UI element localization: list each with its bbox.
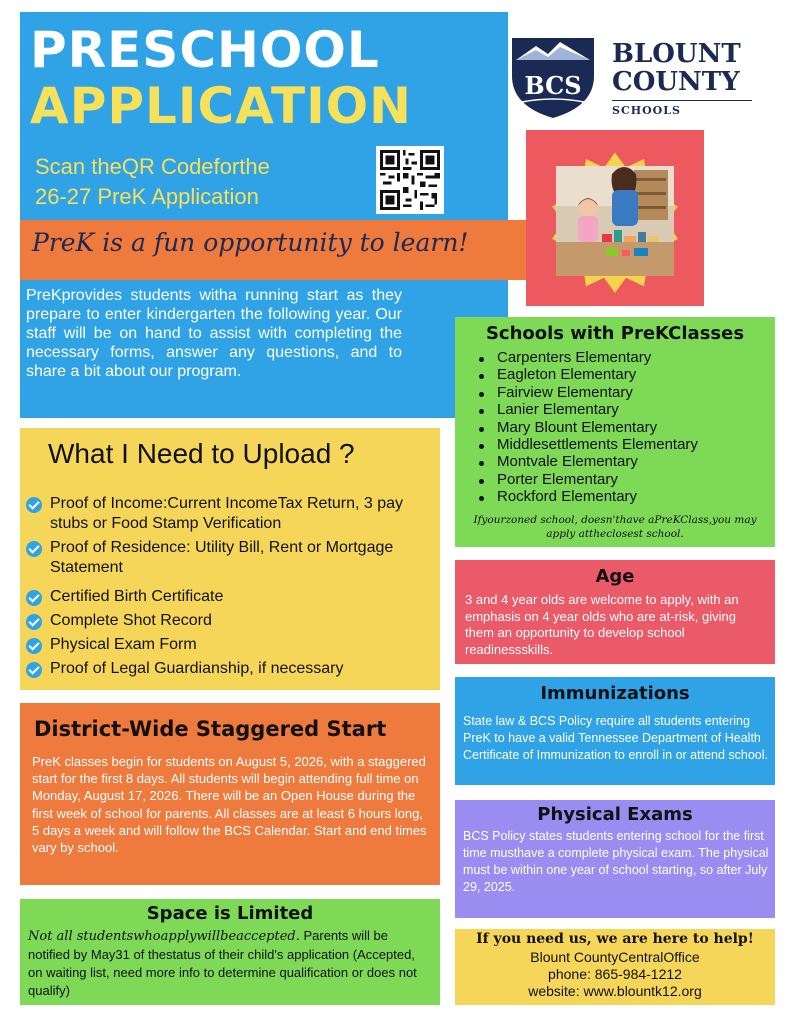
title-line-2: APPLICATION	[30, 77, 413, 135]
schools-title: Schools with PreKClasses	[485, 323, 745, 344]
upload-item: Complete Shot Record	[26, 611, 436, 631]
title-line-1: PRESCHOOL	[30, 21, 380, 79]
logo-name-line-3: SCHOOLS	[612, 104, 681, 117]
space-limited-section	[20, 899, 440, 1005]
staggered-start-body: PreK classes begin for students on August 5, 2026, with a staggered start for the first 8 days. All students will begin attending full time on Monday, August 17, 2026. There will be an Open House during the first week of school for parents. All classes are at least 6 hours long, 5 days a week and will follow the BCS Calendar. Start and end times vary by school.	[32, 754, 427, 856]
intro-text: PreKprovides students witha running start as they prepare to enter kindergarten the following year. Our staff will be on hand to assist with completing the necessary forms, answer any questions, and to share a bit about our program.	[26, 287, 402, 380]
upload-title: What I Need to Upload ?	[48, 438, 355, 469]
school-item: Mary Blount Elementary	[475, 419, 698, 436]
help-phone[interactable]: phone: 865-984-1212	[548, 966, 682, 982]
scan-line-2: 26-27 PreK Application	[35, 184, 259, 209]
check-icon	[26, 662, 42, 678]
upload-item: Proof of Residence: Utility Bill, Rent or Mortgage Statement	[26, 538, 436, 578]
immunizations-body: State law & BCS Policy require all students entering PreK to have a valid Tennessee Department of Health Certificate of Immunization to enroll in or attend school.	[463, 714, 769, 762]
check-icon	[26, 497, 42, 513]
tagline-text: PreK is a fun opportunity to learn!	[32, 228, 469, 257]
space-limited-rest: Parents will be notified by May31 of thestatus of their child's application (Accepted, on waiting list, need more info to determine qualification or does not qualify)	[28, 928, 417, 998]
upload-item: Certified Birth Certificate	[26, 587, 436, 607]
photo-illustration	[526, 130, 704, 306]
schools-note: Ifyourzoned school, doesn'thave aPreKClass,you may apply attheclosest school.	[473, 514, 757, 540]
upload-requirements	[20, 428, 440, 690]
space-limited-title: Space is Limited	[146, 903, 314, 924]
help-website[interactable]: website: www.blountk12.org	[528, 983, 702, 999]
school-item: Rockford Elementary	[475, 488, 698, 505]
school-item: Porter Elementary	[475, 471, 698, 488]
schools-list	[475, 349, 698, 506]
check-icon	[26, 614, 42, 630]
help-contact-section	[455, 929, 775, 1005]
upload-item: Proof of Income:Current IncomeTax Return, 3 pay stubs or Food Stamp Verification	[26, 494, 436, 534]
logo-initials: BCS	[524, 71, 582, 100]
logo-name-line-2: COUNTY	[612, 67, 740, 97]
header-banner	[20, 12, 508, 220]
immunizations-title: Immunizations	[540, 683, 690, 704]
tagline-banner	[20, 220, 526, 280]
staggered-start-section	[20, 703, 440, 885]
logo-divider	[612, 100, 752, 101]
age-section	[455, 560, 775, 664]
space-limited-italic: Not all studentswhoapplywillbeaccepted.	[28, 929, 300, 944]
age-body: 3 and 4 year olds are welcome to apply, with an emphasis on 4 year olds who are at-risk, giving them an opportunity to develop school readinessskills.	[465, 592, 739, 657]
qr-code-icon[interactable]	[376, 146, 444, 214]
logo-name-line-1: BLOUNT	[612, 39, 741, 69]
upload-item: Physical Exam Form	[26, 635, 436, 655]
scan-line-1: Scan theQR Codeforthe	[35, 154, 270, 179]
intro-section	[20, 280, 508, 418]
school-item: Fairview Elementary	[475, 384, 698, 401]
physical-exams-body: BCS Policy states students entering school for the first time musthave a complete physical exam. The physical must be within one year of school starting, so after July 29, 2025.	[463, 829, 769, 894]
bcs-shield-icon	[508, 30, 598, 120]
help-title: If you need us, we are here to help!	[476, 931, 754, 947]
school-item: Middlesettlements Elementary	[475, 436, 698, 453]
upload-item: Proof of Legal Guardianship, if necessary	[26, 659, 436, 679]
scan-instructions	[35, 152, 270, 212]
age-title: Age	[595, 566, 635, 587]
school-item: Eagleton Elementary	[475, 366, 698, 383]
upload-list	[26, 494, 436, 679]
schools-section	[455, 317, 775, 547]
help-office: Blount CountyCentralOffice	[530, 949, 700, 965]
physical-exams-section	[455, 800, 775, 918]
immunizations-section	[455, 677, 775, 785]
space-limited-body	[28, 927, 428, 1000]
school-item: Lanier Elementary	[475, 401, 698, 418]
physical-exams-title: Physical Exams	[537, 804, 693, 825]
check-icon	[26, 590, 42, 606]
district-logo	[508, 24, 768, 124]
check-icon	[26, 541, 42, 557]
check-icon	[26, 638, 42, 654]
staggered-start-title: District-Wide Staggered Start	[34, 717, 387, 741]
teacher-child-photo	[526, 130, 704, 306]
school-item: Carpenters Elementary	[475, 349, 698, 366]
school-item: Montvale Elementary	[475, 453, 698, 470]
